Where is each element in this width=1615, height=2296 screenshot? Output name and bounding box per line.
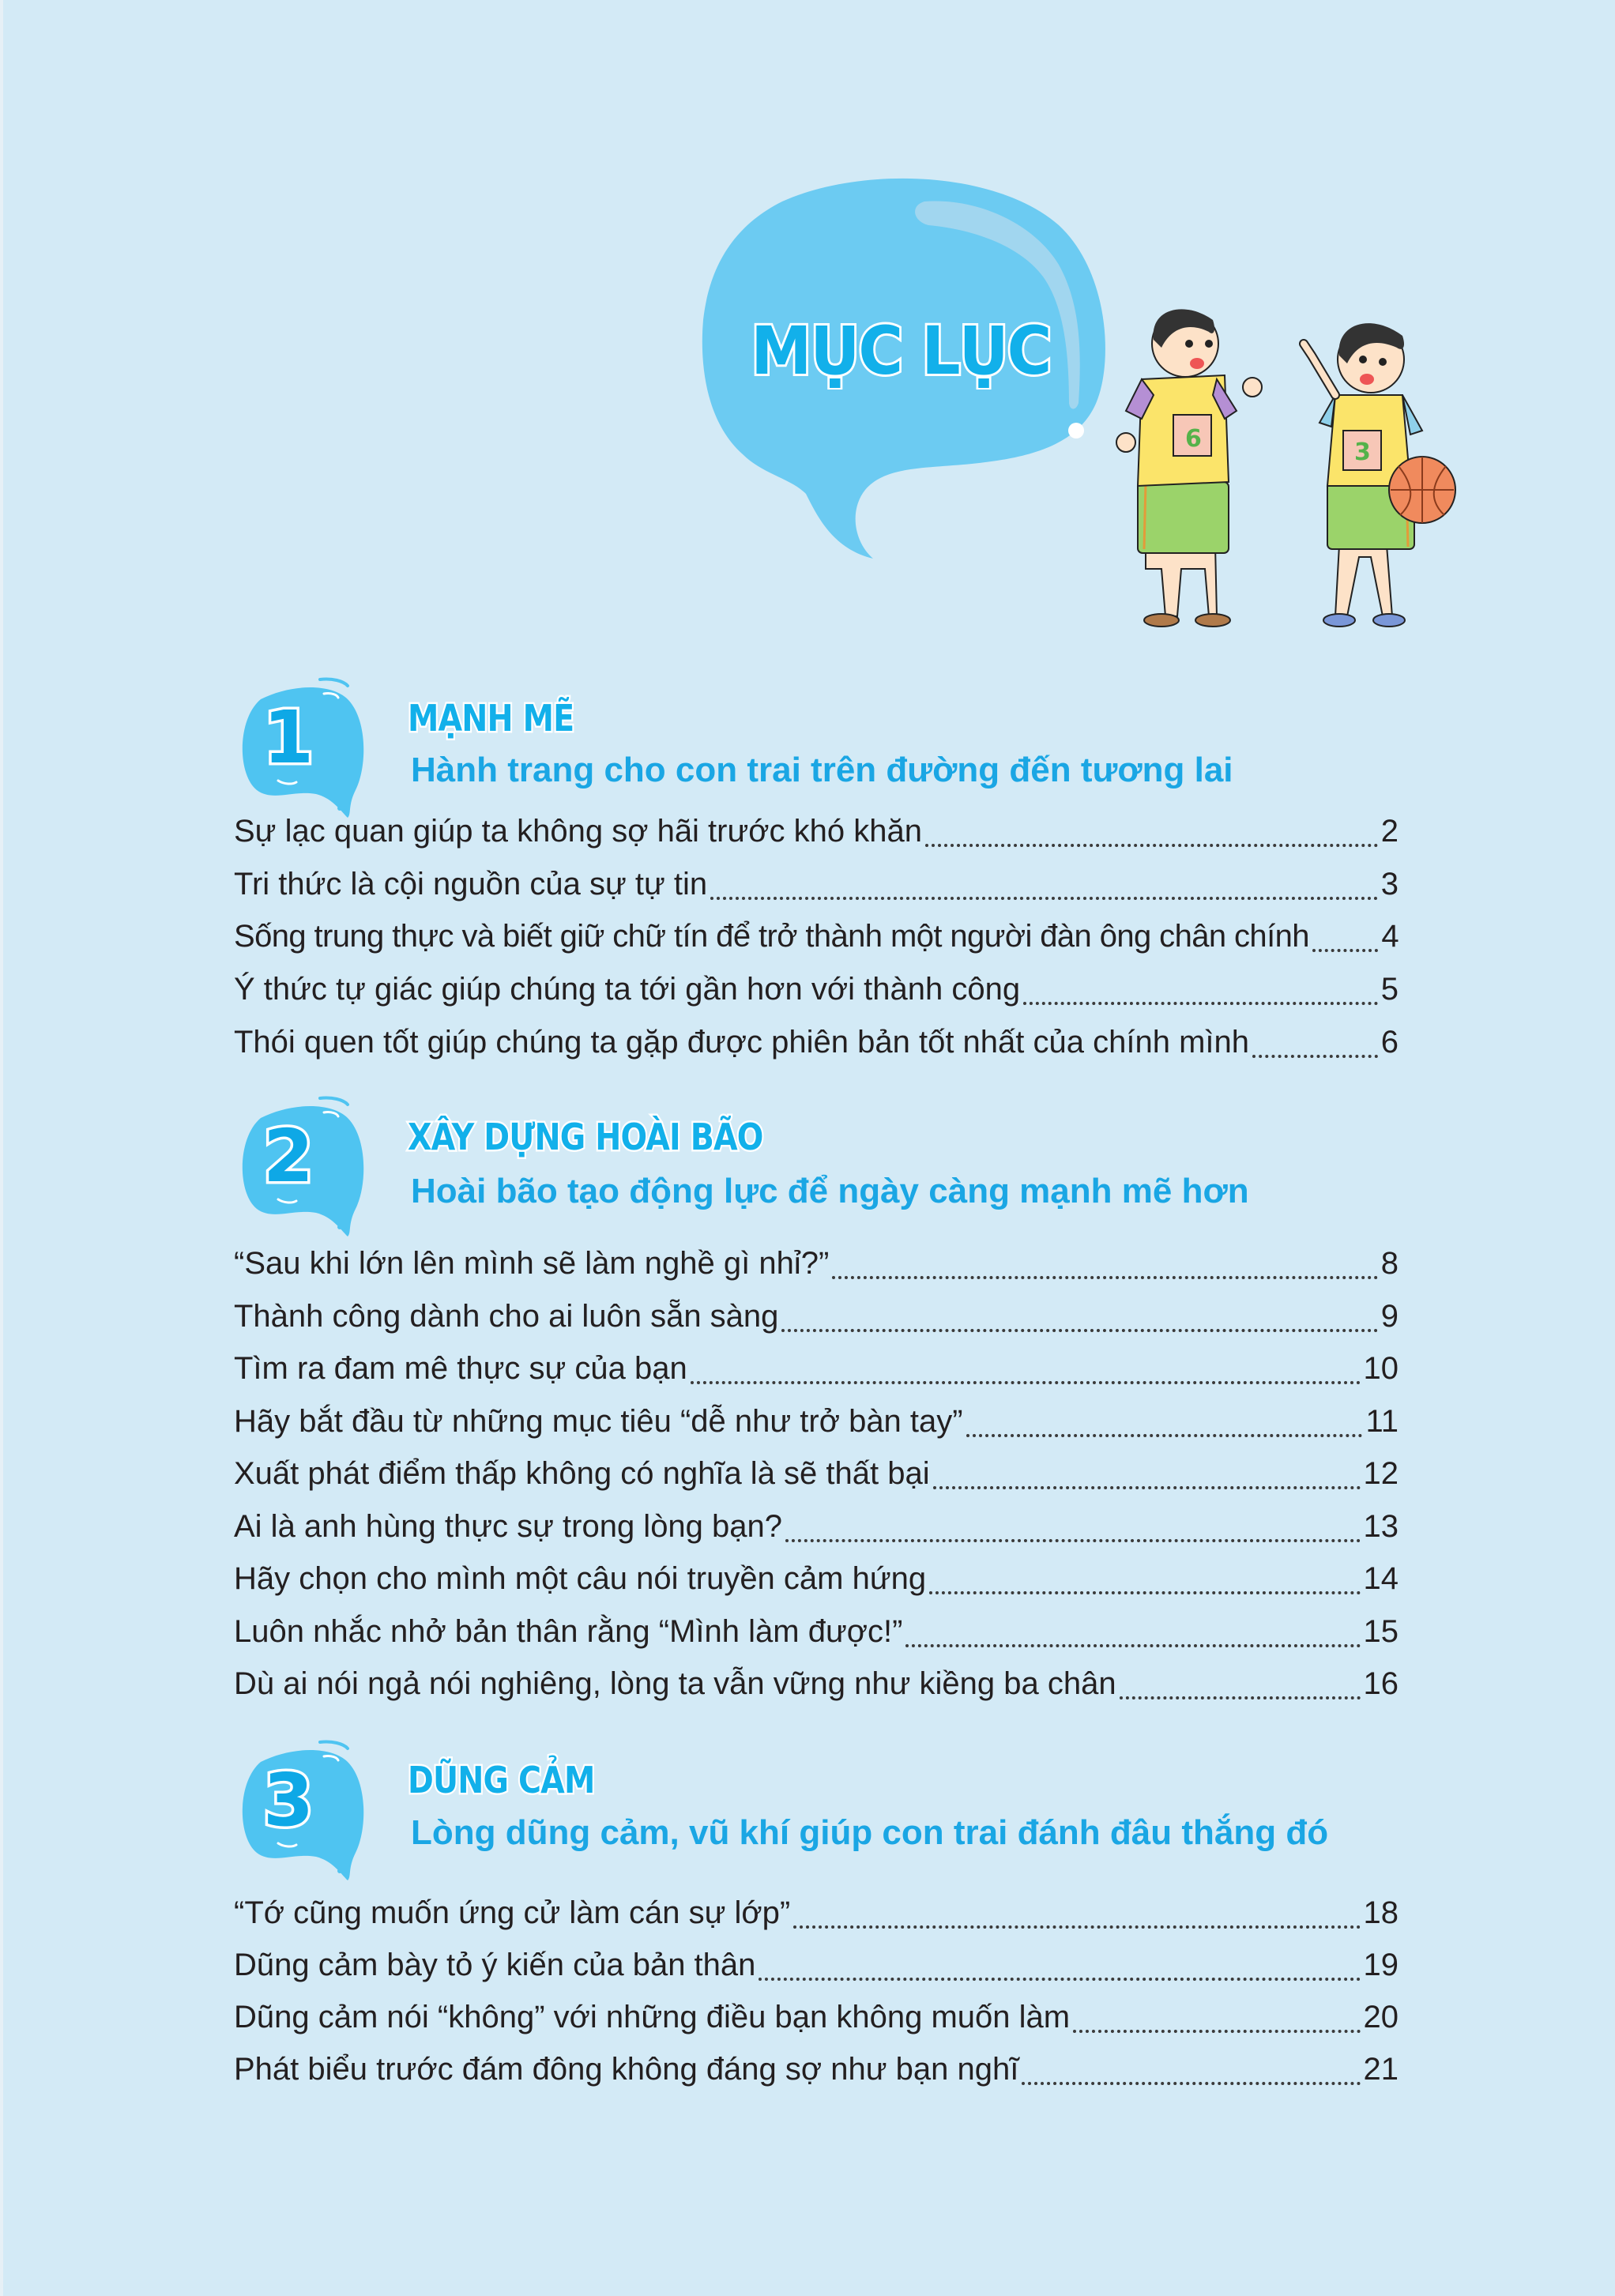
toc-entry[interactable] (234, 1948, 1399, 1995)
toc-entry-page: 12 (1363, 1456, 1399, 1491)
section-number: 3 (262, 1758, 314, 1842)
boy-3-icon (1304, 323, 1455, 627)
toc-entry-page: 3 (1380, 867, 1399, 901)
dot-leader (933, 1486, 1361, 1489)
toc-entry-title: Phát biểu trước đám đông không đáng sợ như bạn nghĩ (234, 2052, 1019, 2087)
section-badge (229, 1090, 379, 1240)
section-badge (229, 1734, 379, 1884)
toc-entry[interactable] (234, 2052, 1399, 2099)
dot-leader (832, 1276, 1377, 1279)
toc-entry[interactable] (234, 1404, 1399, 1451)
boys-illustration (1098, 284, 1470, 632)
boy-6-icon (1116, 309, 1262, 627)
toc-entry-page: 15 (1363, 1614, 1399, 1649)
toc-entry-page: 13 (1363, 1509, 1399, 1544)
toc-entry-title: Tìm ra đam mê thực sự của bạn (234, 1351, 687, 1386)
svg-text:3: 3 (1354, 438, 1371, 466)
toc-entry-title: Hãy chọn cho mình một câu nói truyền cảm hứng (234, 1561, 927, 1596)
toc-entry[interactable] (234, 1246, 1399, 1293)
toc-entry-title: Dũng cảm bày tỏ ý kiến của bản thân (234, 1948, 756, 1982)
dot-leader (759, 1978, 1360, 1981)
toc-entry-page: 4 (1381, 919, 1399, 954)
section-title: MẠNH MẼ (408, 697, 574, 740)
dot-leader (925, 844, 1378, 847)
toc-entry-page: 2 (1380, 814, 1399, 849)
toc-entry[interactable] (234, 1299, 1399, 1346)
toc-entry-page: 10 (1363, 1351, 1399, 1386)
toc-entry[interactable] (234, 972, 1399, 1019)
toc-entry-title: Luôn nhắc nhở bản thân rằng “Mình làm được!” (234, 1614, 903, 1649)
toc-entry-page: 18 (1363, 1895, 1399, 1930)
toc-entry-page: 16 (1363, 1666, 1399, 1701)
toc-entry-title: Dù ai nói ngả nói nghiêng, lòng ta vẫn vững như kiềng ba chân (234, 1666, 1116, 1701)
toc-entry-page: 9 (1380, 1299, 1399, 1334)
section-title: DŨNG CẢM (408, 1759, 595, 1801)
dot-leader (1022, 2082, 1360, 2085)
dot-leader (1120, 1696, 1361, 1699)
toc-entry[interactable] (234, 1561, 1399, 1609)
page-title: MỤC LỤC (751, 312, 1051, 390)
toc-entry-title: Thói quen tốt giúp chúng ta gặp được phiên bản tốt nhất của chính mình (234, 1025, 1250, 1060)
toc-entry-page: 20 (1363, 2000, 1399, 2034)
toc-entry[interactable] (234, 1025, 1399, 1072)
toc-entry[interactable] (234, 919, 1399, 966)
toc-entry-title: Tri thức là cội nguồn của sự tự tin (234, 867, 708, 901)
section-badge (229, 672, 379, 822)
svg-text:6: 6 (1185, 425, 1202, 453)
dot-leader (785, 1539, 1360, 1542)
toc-entry-title: Sự lạc quan giúp ta không sợ hãi trước khó khăn (234, 814, 922, 849)
toc-entry-title: Dũng cảm nói “không” với những điều bạn không muốn làm (234, 2000, 1071, 2034)
toc-entry-title: Xuất phát điểm thấp không có nghĩa là sẽ thất bại (234, 1456, 930, 1491)
page-edge (0, 0, 3, 2296)
dot-leader (793, 1925, 1360, 1929)
section-number: 2 (262, 1114, 314, 1199)
toc-entry-title: Thành công dành cho ai luôn sẵn sàng (234, 1299, 779, 1334)
toc-entry-title: Ai là anh hùng thực sự trong lòng bạn? (234, 1509, 783, 1544)
toc-entry-title: Ý thức tự giác giúp chúng ta tới gần hơn với thành công (234, 972, 1021, 1007)
dot-leader (691, 1381, 1361, 1384)
dot-leader (929, 1591, 1360, 1594)
toc-entry[interactable] (234, 1895, 1399, 1943)
toc-entry[interactable] (234, 1509, 1399, 1556)
toc-entry-page: 11 (1365, 1404, 1399, 1439)
dot-leader (1073, 2030, 1360, 2033)
dot-leader (1252, 1055, 1378, 1058)
section-subtitle: Hoài bão tạo động lực để ngày càng mạnh mẽ hơn (411, 1172, 1249, 1210)
toc-entry-title: Hãy bắt đầu từ những mục tiêu “dễ như trở bàn tay” (234, 1404, 963, 1439)
dot-leader (966, 1434, 1363, 1437)
section-subtitle: Hành trang cho con trai trên đường đến tương lai (411, 751, 1233, 789)
toc-entry-title: Sống trung thực và biết giữ chữ tín để trở thành một người đàn ông chân chính (234, 919, 1309, 954)
dot-leader (710, 897, 1378, 900)
title-bubble (687, 170, 1114, 565)
dot-leader (1312, 949, 1378, 952)
toc-entry-page: 8 (1380, 1246, 1399, 1281)
toc-entry-page: 5 (1380, 972, 1399, 1007)
toc-entry-page: 19 (1363, 1948, 1399, 1982)
toc-entry[interactable] (234, 1666, 1399, 1714)
dot-leader (781, 1329, 1377, 1332)
toc-entry[interactable] (234, 814, 1399, 861)
toc-entry[interactable] (234, 2000, 1399, 2047)
toc-entry-page: 21 (1363, 2052, 1399, 2087)
section-subtitle: Lòng dũng cảm, vũ khí giúp con trai đánh đâu thắng đó (411, 1813, 1329, 1852)
section-number: 1 (262, 695, 314, 780)
dot-leader (1023, 1002, 1378, 1005)
toc-entry-title: “Sau khi lớn lên mình sẽ làm nghề gì nhỉ?” (234, 1246, 830, 1281)
section-title: XÂY DỰNG HOÀI BÃO (408, 1116, 763, 1158)
toc-entry[interactable] (234, 1351, 1399, 1398)
toc-entry[interactable] (234, 1614, 1399, 1662)
toc-entry-title: “Tớ cũng muốn ứng cử làm cán sự lớp” (234, 1895, 791, 1930)
toc-entry-page: 14 (1363, 1561, 1399, 1596)
dot-leader (905, 1644, 1360, 1647)
toc-entry-page: 6 (1380, 1025, 1399, 1060)
toc-entry[interactable] (234, 867, 1399, 914)
toc-entry[interactable] (234, 1456, 1399, 1504)
